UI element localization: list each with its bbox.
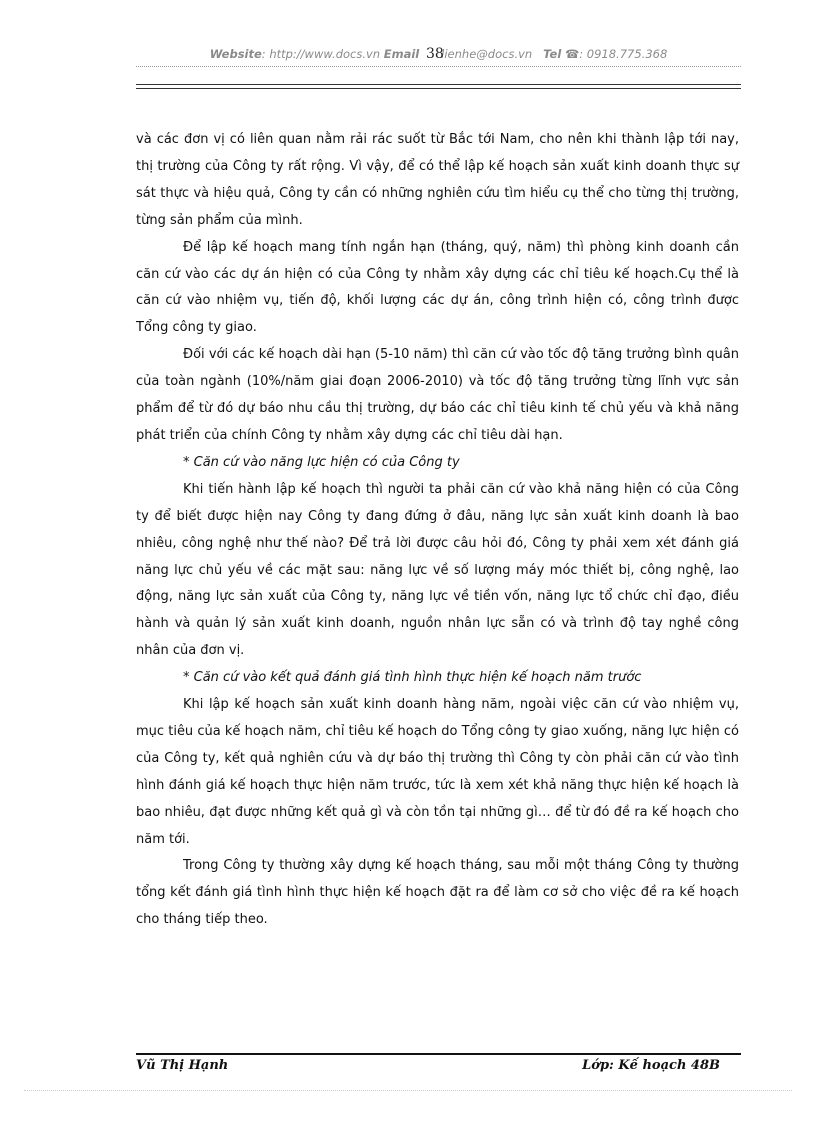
page-number: 38 [426, 46, 444, 62]
paragraph: Đối với các kế hoạch dài hạn (5-10 năm) thì căn cứ vào tốc độ tăng trưởng bình quân của toàn ngành (10%/năm giai đoạn 2006-2010) và tốc độ tăng trưởng từng lĩnh vực sản phẩm để từ đó dự báo nhu cầu thị trường, dự báo các chỉ tiêu kinh tế chủ yếu và khả năng phát triển của chính Công ty nhằm xây dựng các chỉ tiêu dài hạn. [136, 347, 739, 443]
phone-icon: ☎ [564, 47, 580, 61]
email-address[interactable]: lienhe@docs.vn [441, 47, 533, 61]
footer-dotted-rule [24, 1090, 792, 1091]
footer-rule [136, 1053, 741, 1055]
tel-number: : 0918.775.368 [579, 47, 668, 61]
website-label: Website [209, 47, 262, 61]
document-body [136, 127, 739, 934]
header-rule-top [136, 84, 741, 85]
paragraph: và các đơn vị có liên quan nằm rải rác suốt từ Bắc tới Nam, cho nên khi thành lập tới nay, thị trường của Công ty rất rộng. Vì vậy, để có thể lập kế hoạch sản xuất kinh doanh thực sự sát thực và hiệu quả, Công ty cần có những nghiên cứu tìm hiểu cụ thể cho từng thị trường, từng sản phẩm của mình. [136, 132, 739, 228]
paragraph: Trong Công ty thường xây dựng kế hoạch tháng, sau mỗi một tháng Công ty thường tổng kết đánh giá tình hình thực hiện kế hoạch đặt ra để làm cơ sở cho việc đề ra kế hoạch cho tháng tiếp theo. [136, 858, 739, 928]
paragraph: Để lập kế hoạch mang tính ngắn hạn (tháng, quý, năm) thì phòng kinh doanh cần căn cứ vào các dự án hiện có của Công ty nhằm xây dựng các chỉ tiêu kế hoạch.Cụ thể là căn cứ vào nhiệm vụ, tiến độ, khối lượng các dự án, công trình hiện có, công trình được Tổng công ty giao. [136, 239, 739, 336]
header-rule-bottom [136, 88, 741, 89]
tel-label: Tel [543, 47, 562, 61]
footer-class: Lớp: Kế hoạch 48B [582, 1058, 720, 1073]
paragraph: Khi lập kế hoạch sản xuất kinh doanh hàng năm, ngoài việc căn cứ vào nhiệm vụ, mục tiêu của kế hoạch năm, chỉ tiêu kế hoạch do Tổng công ty giao xuống, năng lực hiện có của Công ty, kết quả nghiên cứu và dự báo thị trường thì Công ty còn phải căn cứ vào tình hình đánh giá kế hoạch thực hiện năm trước, tức là xem xét khả năng thực hiện kế hoạch là bao nhiêu, đạt được những kết quả gì và còn tồn tại những gì… để từ đó đề ra kế hoạch cho năm tới. [136, 697, 739, 847]
email-label: Email [383, 47, 420, 61]
section-heading: * Căn cứ vào năng lực hiện có của Công ty [183, 454, 460, 470]
header-dotted-rule [136, 66, 741, 67]
section-heading: * Căn cứ vào kết quả đánh giá tình hình thực hiện kế hoạch năm trước [183, 670, 642, 686]
paragraph: Khi tiến hành lập kế hoạch thì người ta phải căn cứ vào khả năng hiện có của Công ty để biết được hiện nay Công ty đang đứng ở đâu, năng lực sản xuất kinh doanh là bao nhiêu, công nghệ như thế nào? Để trả lời được câu hỏi đó, Công ty phải xem xét đánh giá năng lực chủ yếu về các mặt sau: năng lực về số lượng máy móc thiết bị, công nghệ, lao động, năng lực sản xuất của Công ty, năng lực về tiền vốn, năng lực tổ chức chỉ đạo, điều hành và quản lý sản xuất kinh doanh, nguồn nhân lực sẵn có và trình độ tay nghề công nhân của đơn vị. [136, 481, 739, 659]
website-url[interactable]: : http://www.docs.vn [261, 47, 381, 61]
footer-author: Vũ Thị Hạnh [136, 1058, 229, 1073]
